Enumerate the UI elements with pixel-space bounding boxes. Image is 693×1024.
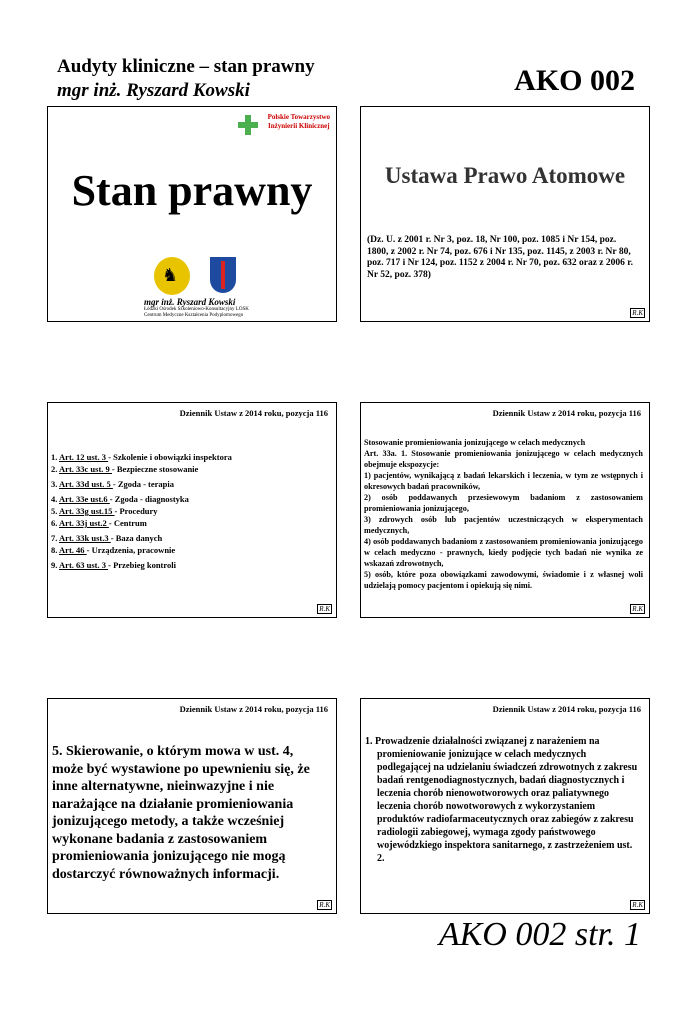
list-item [51,517,330,529]
institution-name: Łódzki Ośrodek Szkoleniowo-Konsultacyjny LOSK Centrum Medyczne Kształcenia Podyplomowego [144,307,249,318]
author-mark: R.K [632,309,643,317]
document-code: AKO 002 [514,64,635,97]
body-line: 3) zdrowych osób lub pacjentów uczestniczących w eksperymentach medycznych, [364,515,643,535]
item-number: 4. [51,494,60,504]
page-footer: AKO 002 str. 1 [438,916,641,953]
item-number: 9. [51,560,60,570]
author-mark: R.K [319,901,330,909]
item-number: 6. [51,518,60,528]
list-item [51,559,330,571]
list-item [51,544,330,556]
article-topic: - Baza danych [110,533,163,543]
body-line: 1) pacjentów, wynikającą z badań lekarskich i leczenia, w tym ze wstępnych i okresowych badań pracowników, [364,471,643,491]
slide-law-title [360,106,650,322]
medical-cross-icon [238,115,258,135]
slide-author: mgr inż. Ryszard Kowski [144,297,236,307]
article-ref: Art. 63 ust. 3 [59,560,109,570]
article-topic: - Bezpieczne stosowanie [111,464,199,474]
item-number: 3. [51,479,60,489]
article-ref: Art. 12 ust. 3 [59,452,109,462]
slide-title [47,106,337,322]
item-number: 8. [51,545,60,555]
body-line: 2) osób poddawanych przesiewowym badaniom z zastosowaniem promieniowania jonizującego, [364,493,643,513]
body-line: 4) osób poddawanych badaniom z zastosowaniem promieniowania jonizującego w celach medyczno - prawnych, kiedy podjęcie tych badań nie wynika ze wskazań zdrowotnych, [364,537,643,568]
article-topic: - Urządzenia, pracownie [86,545,176,555]
slide-citation: (Dz. U. z 2001 r. Nr 3, poz. 18, Nr 100, poz. 1085 i Nr 154, poz. 1800, z 2002 r. Nr 74, poz. 676 i Nr 135, poz. 1145, z 2003 r. Nr 80, poz. 717 i Nr 124, poz. 1152 z 2004 r. Nr 70, poz. 632 oraz z 2006 r. Nr 52, poz. 378) [367,235,633,280]
slide-source: Dziennik Ustaw z 2014 roku, pozycja 116 [492,704,641,714]
article-topic: - Zgoda - terapia [112,479,175,489]
document-title: Audyty kliniczne – stan prawny [57,56,315,77]
item-number: 2. [51,464,60,474]
slide-activity [360,698,650,914]
item-number: 7. [51,533,60,543]
article-topic: - Przebieg kontroli [108,560,176,570]
list-item [51,478,330,490]
slide-heading: Ustawa Prawo Atomowe [384,163,626,188]
author-mark: R.K [319,605,330,613]
body-line: Art. 33a. 1. Stosowanie promieniowania jonizującego w celach medycznych obejmuje ekspozycje: [364,449,643,469]
article-ref: Art. 33e ust.6 [59,494,110,504]
article-topic: - Procedury [114,506,158,516]
item-number: 5. [51,506,60,516]
article-topic: - Zgoda - diagnostyka [109,494,189,504]
slide-source: Dziennik Ustaw z 2014 roku, pozycja 116 [179,408,328,418]
list-item [51,493,330,505]
list-item [51,532,330,544]
article-ref: Art. 33d ust. 5 [59,479,113,489]
slide-main-title: Stan prawny [71,166,313,215]
slide-body [364,437,643,591]
article-ref: Art. 33j ust.2 [59,518,109,528]
article-list [51,451,330,571]
body-line: Stosowanie promieniowania jonizującego w celach medycznych [364,438,586,447]
article-ref: Art. 46 [59,545,87,555]
list-item [51,463,330,475]
article-topic: - Centrum [108,518,147,528]
list-item [51,451,330,463]
body-rest: promieniowanie jonizujące w celach medycznych podlegającej na udzielaniu świadczeń zdrowotnych z zakresu badań rentgenodiagnostycznych, badań diagnostycznych i leczenia chorób nienowotworowych oraz paliatywnego leczenia chorób nowotworowych z wykorzystaniem produktów radiofarmaceutycznych oraz zabiegów z zakresu radiologii zabiegowej, wymaga zgody państwowego wojewódzkiego inspektora sanitarnego, z zastrzeżeniem ust. 2. [377,749,638,864]
slide-art-33a [360,402,650,618]
body-line: 5) osób, które poza obowiązkami zawodowymi, świadomie i z własnej woli udzielają pomocy pacjentom i opiekują się nimi. [364,570,643,590]
document-author: mgr inż. Ryszard Kowski [57,80,250,101]
slide-article-list [47,402,337,618]
shield-logo-icon [210,257,236,293]
slide-referral [47,698,337,914]
list-item [51,505,330,517]
article-ref: Art. 33g ust.15 [59,506,115,516]
article-topic: - Szkolenie i obowiązki inspektora [108,452,232,462]
body-lead: 1. Prowadzenie działalności związanej z narażeniem na [365,736,600,747]
slide-body: 5. Skierowanie, o którym mowa w ust. 4, może być wystawione po upewnieniu się, że inne alternatywne, nieinwazyjne i nie narażające na działanie promieniowania jonizującego metody, a także wcześniej wykonane badania z zastosowaniem promieniowania jonizującego nie mogą dostarczyć równoważnych informacji. [52,744,310,882]
slide-body [365,735,639,865]
article-ref: Art. 33c ust. 9 [59,464,112,474]
item-number: 1. [51,452,60,462]
slide-source: Dziennik Ustaw z 2014 roku, pozycja 116 [179,704,328,714]
author-mark: R.K [632,901,643,909]
author-mark: R.K [632,605,643,613]
slide-source: Dziennik Ustaw z 2014 roku, pozycja 116 [492,408,641,418]
organization-name: Polskie Towarzystwo Inżynierii Klinicznej [267,113,330,130]
moose-logo-icon: ♞ [154,257,190,295]
article-ref: Art. 33k ust.3 [59,533,111,543]
